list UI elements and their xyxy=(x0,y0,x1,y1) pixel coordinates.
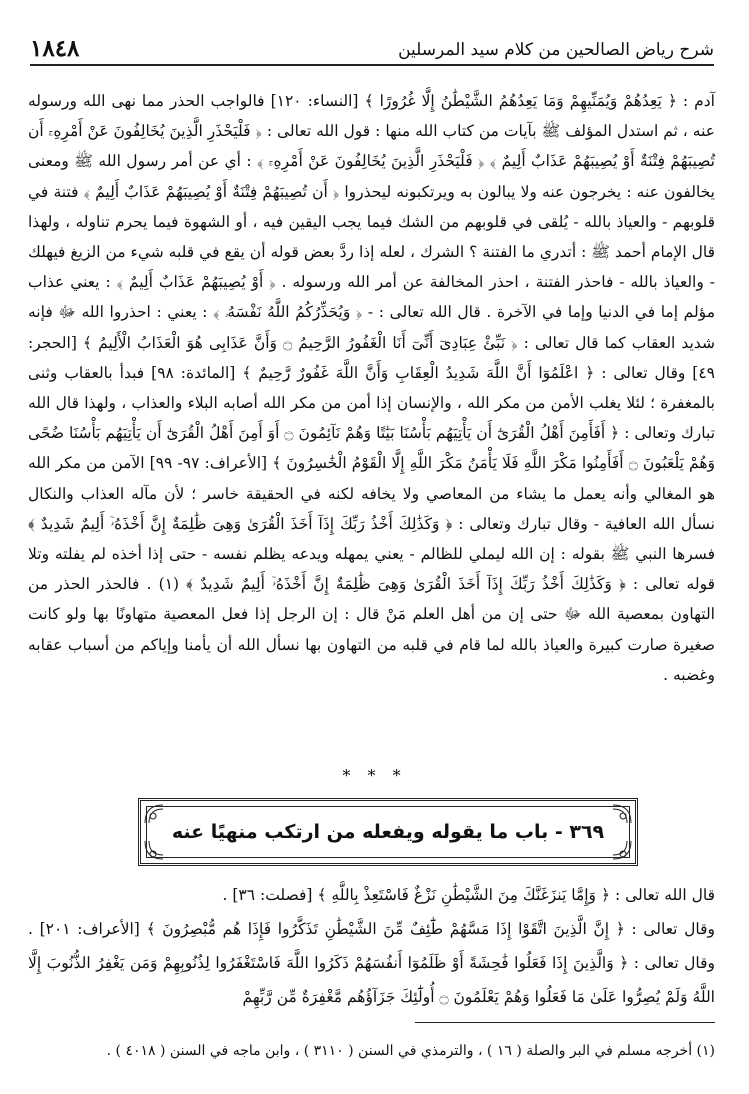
verse-paragraph: وقال تعالى : ﴿ إِنَّ الَّذِينَ اتَّقَوْا إِذَا مَسَّهُمْ طَٰٓئِفٌ مِّنَ الشَّيْطَٰنِ تَذَكَّرُوا فَإِذَا هُم مُّبْصِرُونَ ﴾ [الأعراف: ٢٠١] . وقال تعالى : ﴿ وَالَّذِينَ إِذَا فَعَلُوا فَٰحِشَةً أَوْ ظَلَمُوٓا أَنفُسَهُمْ ذَكَرُوا اللَّهَ فَاسْتَغْفَرُوا لِذُنُوبِهِمْ وَمَن يَغْفِرُ الذُّنُوبَ إِلَّا اللَّهُ وَلَمْ يُصِرُّوا عَلَىٰ مَا فَعَلُوا وَهُمْ يَعْلَمُونَ ۝ أُولَٰٓئِكَ جَزَآؤُهُم مَّغْفِرَةٌ مِّن رَّبِّهِمْ xyxy=(28,920,715,1006)
chapter-heading-frame xyxy=(138,798,638,866)
book-title: شرح رياض الصالحين من كلام سيد المرسلين xyxy=(398,40,714,60)
section-separator: * * * xyxy=(342,766,407,785)
chapter-title: ٣٦٩ - باب ما يقوله ويفعله من ارتكب منهيًا عنه xyxy=(171,821,605,843)
verse-paragraph: قال الله تعالى : ﴿ وَإِمَّا يَنزَغَنَّكَ مِنَ الشَّيْطَٰنِ نَزْغٌ فَاسْتَعِذْ بِاللَّهِ ﴾ [فصلت: ٣٦] . xyxy=(222,886,715,904)
page-number: ١٨٤٨ xyxy=(30,35,80,62)
footnote: (١) أخرجه مسلم في البر والصلة ( ١٦ ) ، والترمذي في السنن ( ٣١١٠ ) ، وابن ماجه في السنن ( ٤٠١٨ ) . xyxy=(106,1043,715,1059)
chapter-heading-inner xyxy=(146,806,630,858)
page-header xyxy=(30,30,714,66)
chapter-verses xyxy=(28,878,715,1014)
main-commentary xyxy=(28,86,715,690)
commentary-paragraph: آدم : ﴿ يَعِدُهُمْ وَيُمَنِّيهِمْ وَمَا يَعِدُهُمُ الشَّيْطَٰنُ إِلَّا غُرُورًا ﴾ [النساء: ١٢٠] فالواجب الحذر مما نهى الله ورسوله عنه ، ثم استدل المؤلف ﷺ بآيات من كتاب الله منها : قول الله تعالى : ﴿ فَلْيَحْذَرِ الَّذِينَ يُخَالِفُونَ عَنْ أَمْرِهِۦٓ أَن تُصِيبَهُمْ فِتْنَةٌ أَوْ يُصِيبَهُمْ عَذَابٌ أَلِيمٌ ﴾ ﴿ فَلْيَحْذَرِ الَّذِينَ يُخَالِفُونَ عَنْ أَمْرِهِۦٓ ﴾ : أي عن أمر رسول الله ﷺ ومعنى يخالفون عنه : يخرجون عنه ولا يبالون به ويرتكبونه ليحذروا ﴿ أَن تُصِيبَهُمْ فِتْنَةٌ أَوْ يُصِيبَهُمْ عَذَابٌ أَلِيمٌ ﴾ فتنة في قلوبهم - والعياذ بالله - يُلقى في قلوبهم من الشك فيما يجب اليقين فيه ، أو الشهوة فيما يحرم تناوله ، ولهذا قال الإمام أحمد ﷺ : أتدري ما الفتنة ؟ الشرك ، لعله إذا ردَّ بعض قوله أن يقع في قلبه شيء من الزيغ فيهلك - والعياذ بالله - فاحذر الفتنة ، احذر المخالفة عن أمر الله ورسوله . ﴿ أَوْ يُصِيبَهُمْ عَذَابٌ أَلِيمٌ ﴾ : يعني عذاب مؤلم إما في الدنيا وإما في الآخرة . قال الله تعالى : - ﴿ وَيُحَذِّرُكُمُ اللَّهُ نَفْسَهُۥ ﴾ : يعني : احذروا الله ﷻ فإنه شديد العقاب كما قال تعالى : ﴿ نَبِّئْ عِبَادِىٓ أَنِّىٓ أَنَا الْغَفُورُ الرَّحِيمُ ۝ وَأَنَّ عَذَابِى هُوَ الْعَذَابُ الْأَلِيمُ ﴾ [الحجر: ٤٩] وقال تعالى : ﴿ اعْلَمُوٓا أَنَّ اللَّهَ شَدِيدُ الْعِقَابِ وَأَنَّ اللَّهَ غَفُورٌ رَّحِيمٌ ﴾ [المائدة: ٩٨] فبدأ بالعقاب وثنى بالمغفرة ؛ لئلا يغلب الأمن من مكر الله ، والإنسان إذا أمن من مكر الله أصابه البلاء والعذاب ، ولهذا قال الله تبارك وتعالى : ﴿ أَفَأَمِنَ أَهْلُ الْقُرَىٰٓ أَن يَأْتِيَهُم بَأْسُنَا بَيَٰتًا وَهُمْ نَآئِمُونَ ۝ أَوَ أَمِنَ أَهْلُ الْقُرَىٰٓ أَن يَأْتِيَهُم بَأْسُنَا ضُحًى وَهُمْ يَلْعَبُونَ ۝ أَفَأَمِنُوا مَكْرَ اللَّهِ فَلَا يَأْمَنُ مَكْرَ اللَّهِ إِلَّا الْقَوْمُ الْخَٰسِرُونَ ﴾ [الأعراف: ٩٧- ٩٩] الآمن من مكر الله هو المغالي وأنه يعمل ما يشاء من المعاصي ولا يخافه لكنه في الحقيقة خاسر ؛ لأن مآله العذاب والنكال نسأل الله العافية - وقال تبارك وتعالى : ﴿ وَكَذَٰلِكَ أَخْذُ رَبِّكَ إِذَآ أَخَذَ الْقُرَىٰ وَهِىَ ظَٰلِمَةٌ إِنَّ أَخْذَهُۥٓ أَلِيمٌ شَدِيدٌ ﴾ فسرها النبي ﷺ بقوله : إن الله ليملي للظالم - يعني يمهله ويدعه يظلم نفسه - حتى إذا أخذه لم يفلته وتلا قوله تعالى : ﴿ وَكَذَٰلِكَ أَخْذُ رَبِّكَ إِذَآ أَخَذَ الْقُرَىٰ وَهِىَ ظَٰلِمَةٌ إِنَّ أَخْذَهُۥٓ أَلِيمٌ شَدِيدٌ ﴾ (١) . فالحذر الحذر من التهاون بمعصية الله ﷻ حتى إن من أهل العلم مَنْ قال : إن الرجل إذا فعل المعصية متهاونًا بها ولو كانت صغيرة صارت كبيرة والعياذ بالله لما قام في قلبه من التهاون بها نسأل الله أن يأمنا وإياكم من أسباب عقابه وغضبه . xyxy=(28,92,716,684)
footnote-divider xyxy=(415,1022,715,1023)
